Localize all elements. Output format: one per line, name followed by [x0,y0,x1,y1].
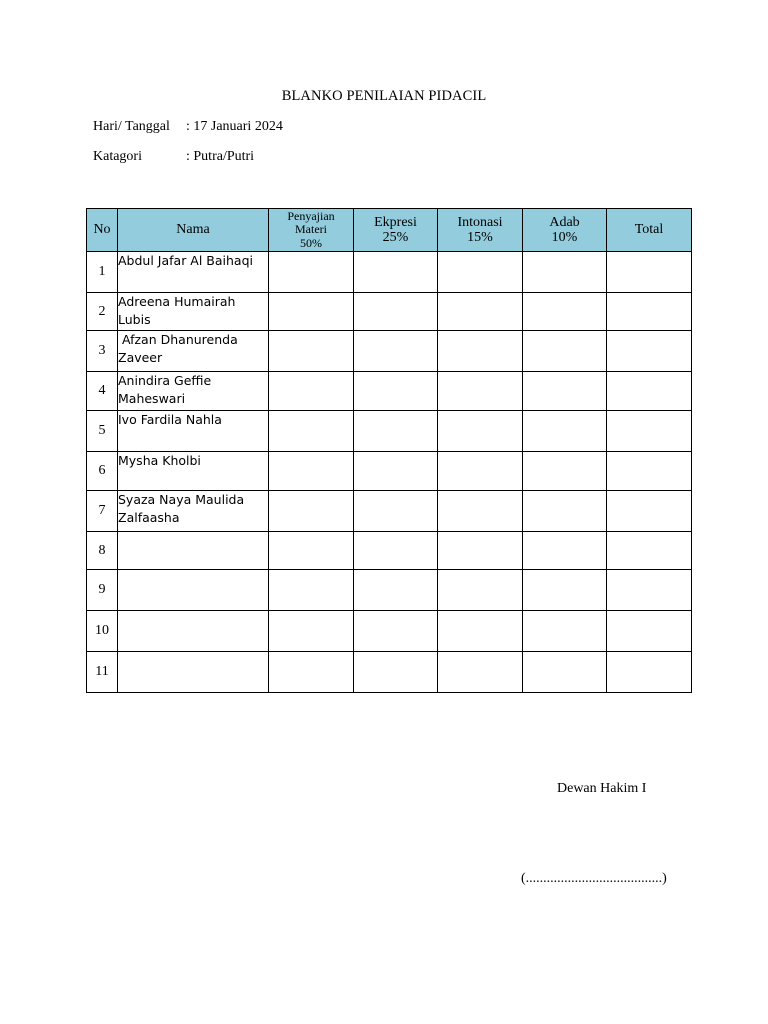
score-cell[interactable] [354,532,438,570]
score-cell[interactable] [438,372,523,411]
score-cell[interactable] [523,652,607,693]
total-cell[interactable] [607,331,692,372]
total-cell[interactable] [607,532,692,570]
score-cell[interactable] [438,252,523,293]
score-cell[interactable] [523,411,607,452]
score-cell[interactable] [354,570,438,611]
row-name: Ivo Fardila Nahla [118,411,269,452]
row-name: Abdul Jafar Al Baihaqi [118,252,269,293]
header-penyajian-line2: Materi [295,222,327,237]
header-adab [523,209,607,252]
score-cell[interactable] [269,252,354,293]
header-ekpresi-line1: Ekpresi [374,214,417,230]
score-cell[interactable] [438,570,523,611]
table-row [87,652,692,693]
score-cell[interactable] [523,532,607,570]
table-row [87,411,692,452]
header-penyajian-line3: 50% [300,235,322,250]
score-cell[interactable] [438,293,523,331]
header-adab-line1: Adab [549,214,580,230]
score-cell[interactable] [269,570,354,611]
total-cell[interactable] [607,652,692,693]
judge-label: Dewan Hakim I [557,781,647,796]
row-name [118,570,269,611]
total-cell[interactable] [607,411,692,452]
score-cell[interactable] [523,491,607,532]
score-cell[interactable] [523,452,607,491]
score-cell[interactable] [438,411,523,452]
score-cell[interactable] [269,372,354,411]
table-row [87,331,692,372]
document-title: BLANKO PENILAIAN PIDACIL [281,88,487,104]
row-no: 3 [87,331,118,372]
row-name [118,532,269,570]
meta-date-line [93,119,283,135]
score-cell[interactable] [269,452,354,491]
table-row [87,532,692,570]
meta-category-label: Katagori [93,149,142,164]
score-cell[interactable] [523,252,607,293]
header-no: No [87,209,118,252]
row-name: Syaza Naya Maulida Zalfaasha [118,491,269,532]
total-cell[interactable] [607,372,692,411]
score-cell[interactable] [354,293,438,331]
score-cell[interactable] [269,293,354,331]
row-no: 6 [87,452,118,491]
header-adab-line2: 10% [551,230,578,245]
header-ekpresi-line2: 25% [382,230,409,245]
score-cell[interactable] [269,611,354,652]
score-cell[interactable] [438,652,523,693]
row-name: Mysha Kholbi [118,452,269,491]
table-row [87,252,692,293]
score-cell[interactable] [269,652,354,693]
row-no: 7 [87,491,118,532]
header-intonasi-line1: Intonasi [457,214,503,230]
table-row [87,452,692,491]
meta-date-value: : 17 Januari 2024 [186,119,283,134]
score-cell[interactable] [269,331,354,372]
row-name [118,611,269,652]
score-cell[interactable] [438,331,523,372]
meta-category-value: : Putra/Putri [186,149,255,164]
row-no: 5 [87,411,118,452]
score-cell[interactable] [438,491,523,532]
score-cell[interactable] [438,532,523,570]
header-intonasi-line2: 15% [467,230,493,245]
score-cell[interactable] [354,491,438,532]
row-no: 4 [87,372,118,411]
total-cell[interactable] [607,491,692,532]
table-row [87,491,692,532]
header-total: Total [607,209,692,252]
score-cell[interactable] [354,372,438,411]
score-cell[interactable] [523,293,607,331]
signature-line: (.......................................) [521,871,667,886]
row-name: Anindira Geffie Maheswari [118,372,269,411]
table-row [87,570,692,611]
score-table [86,208,692,693]
total-cell[interactable] [607,570,692,611]
score-cell[interactable] [438,611,523,652]
row-no: 10 [87,611,118,652]
meta-category-line [93,149,254,165]
header-name: Nama [118,209,269,252]
score-cell[interactable] [269,491,354,532]
score-cell[interactable] [269,411,354,452]
table-row [87,611,692,652]
score-cell[interactable] [354,452,438,491]
row-no: 9 [87,570,118,611]
row-name: Adreena Humairah Lubis [118,293,269,331]
row-no: 1 [87,252,118,293]
score-cell[interactable] [269,532,354,570]
score-cell[interactable] [523,611,607,652]
row-name: Afzan Dhanurenda Zaveer [118,331,269,372]
score-cell[interactable] [354,252,438,293]
score-cell[interactable] [523,372,607,411]
row-name [118,652,269,693]
table-row [87,372,692,411]
score-cell[interactable] [354,611,438,652]
row-no: 11 [87,652,118,693]
score-cell[interactable] [523,570,607,611]
meta-date-label: Hari/ Tanggal [93,119,170,134]
score-cell[interactable] [354,652,438,693]
score-cell[interactable] [523,331,607,372]
score-cell[interactable] [438,452,523,491]
header-ekpresi [354,209,438,252]
header-penyajian [269,209,354,252]
row-no: 8 [87,532,118,570]
row-no: 2 [87,293,118,331]
total-cell[interactable] [607,611,692,652]
total-cell[interactable] [607,252,692,293]
total-cell[interactable] [607,293,692,331]
score-cell[interactable] [354,411,438,452]
table-row [87,293,692,331]
header-penyajian-line1: Penyajian [287,209,335,224]
total-cell[interactable] [607,452,692,491]
table-header-row [87,209,692,252]
header-intonasi [438,209,523,252]
score-cell[interactable] [354,331,438,372]
